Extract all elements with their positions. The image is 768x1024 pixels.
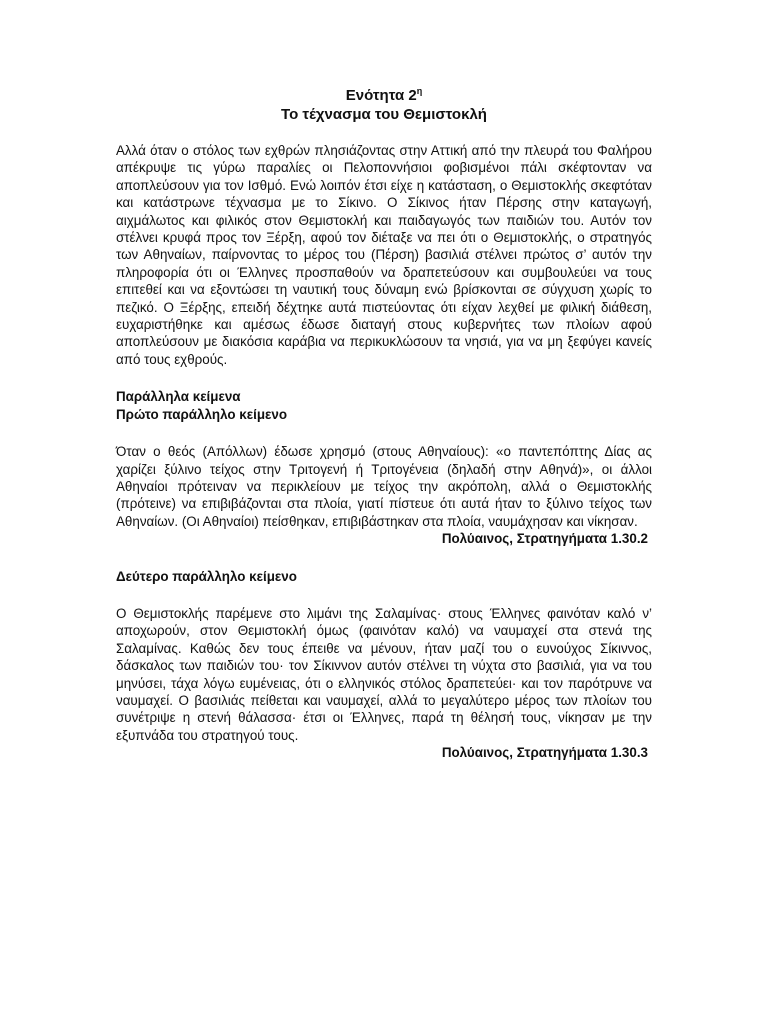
second-parallel-source: Πολύαινος, Στρατηγήματα 1.30.3 [441,745,648,761]
unit-subtitle: Το τέχνασμα του Θεμιστοκλή [281,106,487,123]
document-page [116,86,652,762]
first-parallel-heading: Πρώτο παράλληλο κείμενο [116,406,287,422]
second-parallel-text: Ο Θεμιστοκλής παρέμενε στο λιμάνι της Σαλαμίνας· στους Έλληνες φαινόταν καλό ν’ αποχωρούν, στον Θεμιστοκλή όμως (φαινόταν καλό) να ναυμαχεί στα στενά της Σαλαμίνας. Καθώς δεν τους έπειθε να μένουν, ήταν μαζί του ο ευνούχος Σίκιννος, δάσκαλος των παιδιών του· τον Σίκιννον αυτόν στέλνει τη νύχτα στο βασιλιά, για να του μηνύσει, τάχα λόγω ευμένειας, ότι ο ελληνικός στόλος δραπετεύει· και τον παρότρυνε να ναυμαχεί. Ο βασιλιάς πείθεται και ναυμαχεί, αλλά το μεγαλύτερο μέρος των πλοίων του συνέτριψε η στενή θάλασσα· έτσι οι Έλληνες, παρά τη θέλησή τους, νίκησαν με την εξυπνάδα του στρατηγού τους. [116,605,652,743]
second-parallel-heading: Δεύτερο παράλληλο κείμενο [116,568,297,584]
first-parallel-text: Όταν ο θεός (Απόλλων) έδωσε χρησμό (στους Αθηναίους): «ο παντεπόπτης Δίας ας χαρίζει ξύλινο τείχος στην Τριτογενή ή Τριτογένεια (δηλαδή στην Αθηνά)», οι άλλοι Αθηναίοι πρότειναν να περικλείουν με τείχος την ακρόπολη, αλλά ο Θεμιστοκλής (πρότεινε) να επιβιβάζονται στα πλοία, γιατί πίστευε ότι αυτά ήταν το ξύλινο τείχος των Αθηναίων. (Οι Αθηναίοι) πείσθηκαν, επιβιβάστηκαν στα πλοία, ναυμάχησαν και νίκησαν. [116,444,652,529]
unit-number-ordinal: η [416,86,423,96]
first-parallel-source: Πολύαινος, Στρατηγήματα 1.30.2 [441,531,648,547]
unit-number: Ενότητα 2 [345,87,417,104]
unit-title [116,86,652,105]
parallel-texts-heading: Παράλληλα κείμενα [116,389,241,405]
main-text-paragraph: Αλλά όταν ο στόλος των εχθρών πλησιάζοντας στην Αττική από την πλευρά του Φαλήρου απέκρυψε τις γύρω παραλίες οι Πελοποννήσιοι φοβισμένοι πάλι σκέφτονταν να αποπλεύσουν για τον Ισθμό. Ενώ λοιπόν έτσι είχε η κατάσταση, ο Θεμιστοκλής σκεφτόταν και κατάστρωνε τέχνασμα με το Σίκινο. Ο Σίκινος ήταν Πέρσης στην καταγωγή, αιχμάλωτος και φιλικός στον Θεμιστοκλή και παιδαγωγός των παιδιών του. Αυτόν τον στέλνει κρυφά προς τον Ξέρξη, αφού τον διέταξε να πει ότι ο Θεμιστοκλής, ο στρατηγός των Αθηναίων, παίρνοντας το μέρος του (Πέρση) βασιλιά στέλνει πρώτος σ’ αυτόν την πληροφορία ότι οι Έλληνες προσπαθούν να δραπετεύσουν και συμβουλεύει να τους επιτεθεί και να εξοντώσει τη ναυτική τους δύναμη ενώ βρίσκονται σε σύγχυση χωρίς το πεζικό. Ο Ξέρξης, επειδή δέχτηκε αυτά πιστεύοντας ότι είχαν λεχθεί με φιλική διάθεση, ευχαριστήθηκε και αμέσως έδωσε διαταγή στους κυβερνήτες των πλοίων αφού αποπλεύσουν με διακόσια καράβια να περικυκλώσουν τα νησιά, για να μη ξεφύγει κανείς από τους εχθρούς. [116,143,652,367]
